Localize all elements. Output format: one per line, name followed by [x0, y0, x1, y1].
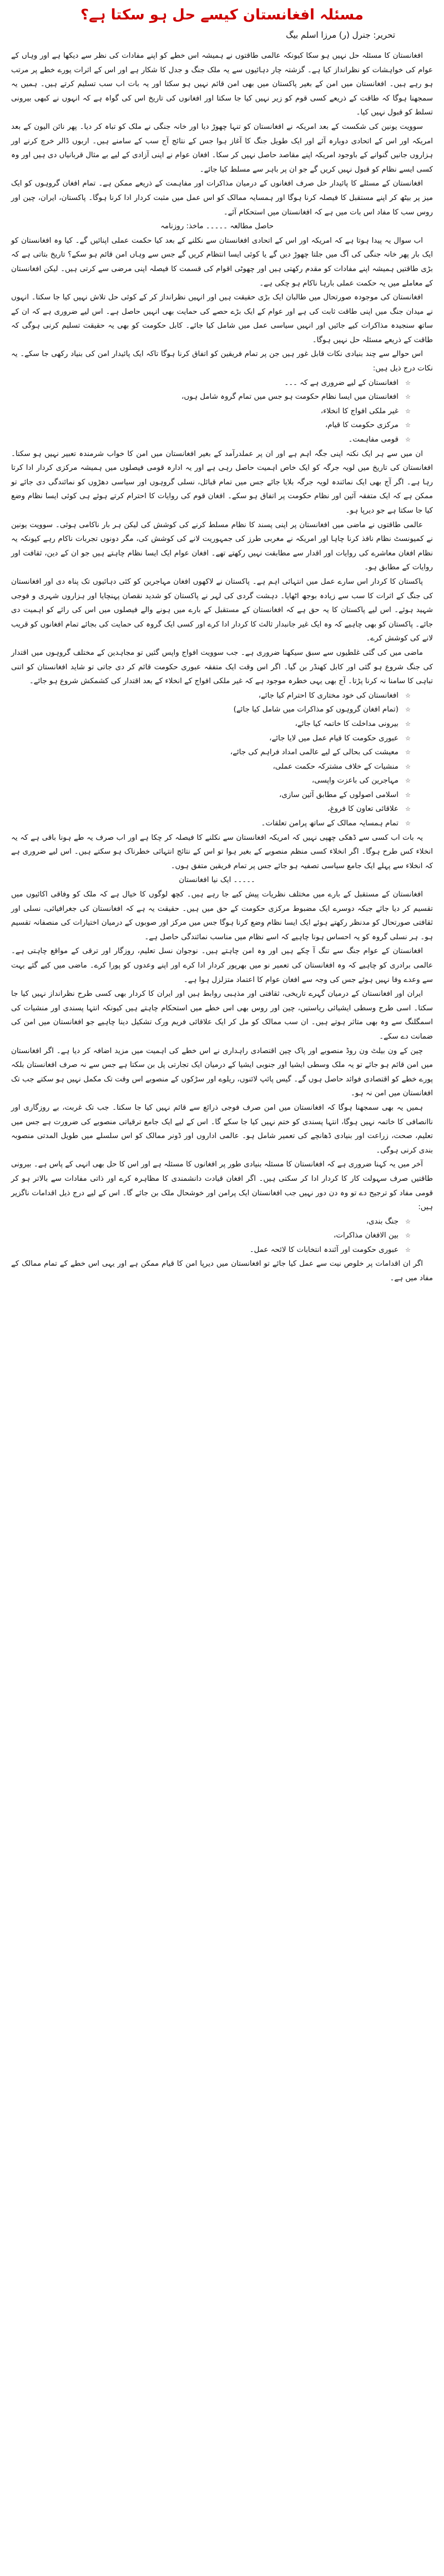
- star-bullet-icon: ☆: [405, 763, 411, 770]
- list-item: [11, 1229, 411, 1243]
- paragraph: چین کے ون بیلٹ ون روڈ منصوبے اور پاک چین اقتصادی راہداری نے اس خطے کی اہمیت میں مزید اضافہ کر دیا ہے۔ اگر افغانستان میں امن قائم ہو جائے تو یہ ملک وسطی ایشیا اور جنوبی ایشیا کے درمیان ایک تجارتی پل بن سکتا ہے جس سے نہ صرف افغانستان بلکہ پورے خطے کو اقتصادی فوائد حاصل ہوں گے۔ گیس پائپ لائنوں، ریلوے اور سڑکوں کے منصوبے اس وقت تک مکمل نہیں ہو سکتے جب تک افغانستان میں امن نہ ہو۔: [11, 1046, 433, 1098]
- list-item: [11, 1243, 411, 1257]
- list-item-text: عبوری حکومت اور آئندہ انتخابات کا لائحہ عمل۔: [249, 1245, 398, 1254]
- star-bullet-icon: ☆: [405, 691, 411, 699]
- list-item-text: مہاجرین کی باعزت واپسی،: [311, 776, 398, 785]
- list-item: [11, 1215, 411, 1229]
- section-6: [11, 1257, 433, 1285]
- paragraph: اس حوالے سے چند بنیادی نکات قابل غور ہیں جن پر تمام فریقین کو اتفاق کرنا ہوگا تاکہ ایک پائیدار امن کی بنیاد رکھی جا سکے۔ یہ نکات درج ذیل ہیں:: [11, 350, 433, 373]
- paragraph: عالمی طاقتوں نے ماضی میں افغانستان پر اپنی پسند کا نظام مسلط کرنے کی کوشش کی لیکن ہر بار ناکامی ہوئی۔ سوویت یونین نے کمیونسٹ نظام نافذ کرنا چاہا اور امریکہ نے مغربی طرز کی جمہوریت لانے کی کوشش کی، مگر دونوں تجربات ناکام رہے کیونکہ یہ نظام افغان معاشرے کی روایات اور اقدار سے مطابقت نہیں رکھتے تھے۔ افغان عوام ایک ایسا نظام چاہتے ہیں جو ان کے دین، ثقافت اور روایات کے مطابق ہو۔: [11, 520, 433, 572]
- list-item: [11, 760, 411, 774]
- star-bullet-icon: ☆: [405, 720, 411, 728]
- list-item: [11, 774, 411, 788]
- list-item-text: جنگ بندی،: [366, 1217, 398, 1226]
- paragraph: ایران اور افغانستان کے درمیان گہرے تاریخی، ثقافتی اور مذہبی روابط ہیں اور ایران کا کردار بھی کسی طرح نظرانداز نہیں کیا جا سکتا۔ اسی طرح وسطی ایشیائی ریاستیں، چین اور روس بھی اس خطے میں استحکام چاہتے ہیں کیونکہ انتہا پسندی اور منشیات کی اسمگلنگ سے وہ بھی متاثر ہوتے ہیں۔ ان سب ممالک کو مل کر ایک علاقائی فریم ورک تشکیل دینا چاہیے جو افغانستان میں امن کی ضمانت دے سکے۔: [11, 990, 433, 1041]
- star-bullet-icon: ☆: [405, 734, 411, 742]
- points-list-1: [11, 376, 433, 447]
- list-item: [11, 816, 411, 831]
- list-item-text: عبوری حکومت کا قیام عمل میں لایا جائے،: [269, 734, 398, 743]
- paragraph: افغانستان کے مستقبل کے بارے میں مختلف نظریات پیش کیے جا رہے ہیں۔ کچھ لوگوں کا خیال ہے کہ ملک کو وفاقی اکائیوں میں تقسیم کر دیا جائے جبکہ دوسرے ایک مضبوط مرکزی حکومت کے حق میں ہیں۔ حقیقت یہ ہے کہ افغانستان کی جغرافیائی، نسلی اور ثقافتی صورتحال کو مدنظر رکھتے ہوئے ایک ایسا نظام وضع کرنا ہوگا جس میں مرکز اور صوبوں کے درمیان اختیارات کی منصفانہ تقسیم ہو۔ ہر نسلی گروہ کو یہ احساس ہونا چاہیے کہ اسے نظام میں مناسب نمائندگی حاصل ہے۔: [11, 890, 433, 941]
- list-item: [11, 717, 411, 731]
- article-body: [11, 49, 433, 2570]
- paragraph: اب سوال یہ پیدا ہوتا ہے کہ امریکہ اور اس کے اتحادی افغانستان سے نکلنے کے بعد کیا حکمت عملی اپنائیں گے۔ کیا وہ افغانستان کو ایک بار پھر خانہ جنگی کی آگ میں جلتا چھوڑ دیں گے یا کوئی ایسا انتظام کریں گے جس سے وہاں امن قائم ہو سکے؟ تاریخ بتاتی ہے کہ بڑی طاقتیں ہمیشہ اپنے مفادات کو مقدم رکھتی ہیں اور چھوٹی اقوام کی قسمت کا فیصلہ اپنی مرضی سے کرتی ہیں۔ لیکن افغانستان کے معاملے میں یہ حکمت عملی بارہا ناکام ہو چکی ہے۔: [11, 236, 433, 288]
- list-item: [11, 788, 411, 803]
- star-bullet-icon: ☆: [405, 791, 411, 799]
- list-item: [11, 376, 411, 390]
- points-list-3: [11, 1215, 433, 1257]
- section-3: [11, 447, 433, 689]
- star-bullet-icon: ☆: [405, 1217, 411, 1225]
- list-item-text: معیشت کی بحالی کے لیے عالمی امداد فراہم کی جائے،: [230, 748, 398, 757]
- section-1: [11, 49, 433, 219]
- list-item-text: غیر ملکی افواج کا انخلاء،: [320, 407, 398, 415]
- list-item-text: قومی مفاہمت۔: [348, 435, 398, 444]
- list-item-text: افغانستان کے لیے ضروری ہے کہ ۔۔۔: [284, 378, 398, 387]
- article-title: مسئلہ افغانستان کیسے حل ہو سکتا ہے؟: [80, 7, 364, 23]
- list-item: [11, 433, 411, 447]
- star-bullet-icon: ☆: [405, 393, 411, 401]
- star-bullet-icon: ☆: [405, 777, 411, 785]
- star-bullet-icon: ☆: [405, 706, 411, 714]
- list-item: [11, 418, 411, 433]
- list-item-text: علاقائی تعاون کا فروغ،: [327, 805, 398, 814]
- paragraph: آخر میں یہ کہنا ضروری ہے کہ افغانستان کا مسئلہ بنیادی طور پر افغانوں کا مسئلہ ہے اور اس کا حل بھی انہی کے پاس ہے۔ بیرونی طاقتیں صرف سہولت کار کا کردار ادا کر سکتی ہیں۔ اگر افغان قیادت دانشمندی کا مظاہرہ کرے اور ذاتی مفادات سے بالاتر ہو کر قومی مفاد کو ترجیح دے تو وہ دن دور نہیں جب افغانستان ایک پرامن اور خوشحال ملک بن جائے گا۔ اس کے لیے درج ذیل اقدامات ناگزیر ہیں:: [11, 1160, 433, 1212]
- star-bullet-icon: ☆: [405, 1246, 411, 1254]
- list-item: [11, 731, 411, 746]
- list-item-text: تمام ہمسایہ ممالک کے ساتھ پرامن تعلقات۔: [261, 819, 398, 828]
- star-bullet-icon: ☆: [405, 1232, 411, 1240]
- paragraph: یہ بات اب کسی سے ڈھکی چھپی نہیں کہ امریکہ افغانستان سے نکلنے کا فیصلہ کر چکا ہے اور اب صرف یہ طے ہونا باقی ہے کہ یہ انخلاء کس طرح ہوگا۔ اگر انخلاء کسی منظم منصوبے کے بغیر ہوا تو اس کے نتائج انتہائی خطرناک ہو سکتے ہیں۔ اس لیے ضروری ہے کہ انخلاء سے پہلے ایک جامع سیاسی تصفیہ ہو جائے جس پر تمام فریقین متفق ہوں۔: [11, 833, 433, 870]
- author-byline: تحریر: جنرل (ر) مرزا اسلم بیگ: [286, 30, 395, 40]
- paragraph: افغانستان کا مسئلہ حل نہیں ہو سکا کیونکہ عالمی طاقتوں نے ہمیشہ اس خطے کو اپنے مفادات کی نظر سے دیکھا ہے اور وہاں کے عوام کی خواہشات کو نظرانداز کیا ہے۔ گزشتہ چار دہائیوں سے یہ ملک جنگ و جدل کا شکار ہے اور اس کے اثرات پورے خطے پر مرتب ہو رہے ہیں۔ افغانستان میں امن کے بغیر پاکستان میں بھی امن قائم نہیں ہو سکتا اور یہ بات اب سب تسلیم کرتے ہیں۔ ہمیں یہ سمجھنا ہوگا کہ طاقت کے ذریعے کسی قوم کو زیر نہیں کیا جا سکتا اور افغانوں کی تاریخ اس کی گواہ ہے کہ انہوں نے کبھی بیرونی تسلط کو قبول نہیں کیا۔: [11, 52, 433, 117]
- star-bullet-icon: ☆: [405, 422, 411, 429]
- list-item-text: (تمام افغان گروہوں کو مذاکرات میں شامل کیا جائے): [233, 705, 398, 714]
- paragraph: سوویت یونین کی شکست کے بعد امریکہ نے افغانستان کو تنہا چھوڑ دیا اور خانہ جنگی نے ملک کو تباہ کر دیا۔ پھر نائن الیون کے بعد امریکہ اور اس کے اتحادی دوبارہ آئے اور ایک طویل جنگ کا آغاز ہوا جس کے نتائج آج سب کے سامنے ہیں۔ اربوں ڈالر خرچ کرنے اور ہزاروں جانیں گنوانے کے باوجود امریکہ اپنے مقاصد حاصل نہیں کر سکا۔ افغان عوام نے اپنی آزادی کے لیے بے مثال قربانیاں دی ہیں اور وہ کسی ایسے نظام کو قبول نہیں کریں گے جو ان پر باہر سے مسلط کیا جائے۔: [11, 122, 433, 174]
- paragraph: ان میں سے ہر ایک نکتہ اپنی جگہ اہم ہے اور ان پر عملدرآمد کے بغیر افغانستان میں امن کا خواب شرمندہ تعبیر نہیں ہو سکتا۔ افغانستان کی تاریخ میں لویہ جرگہ کو ایک خاص اہمیت حاصل رہی ہے اور یہ ادارہ قومی فیصلوں میں ہمیشہ مرکزی کردار ادا کرتا رہا ہے۔ اگر آج بھی ایک نمائندہ لویہ جرگہ بلایا جائے جس میں تمام قبائل، نسلی گروہوں اور سیاسی دھڑوں کو نمائندگی دی جائے تو ممکن ہے کہ ایک متفقہ آئین اور نظام حکومت پر اتفاق ہو سکے۔ افغان قوم کی روایات کا احترام کرتے ہوئے ہی کوئی ایسا نظام وضع کیا جا سکتا ہے جو دیرپا ہو۔: [11, 449, 433, 515]
- paragraph: افغانستان کے عوام جنگ سے تنگ آ چکے ہیں اور وہ امن چاہتے ہیں۔ نوجوان نسل تعلیم، روزگار اور ترقی کے مواقع چاہتی ہے۔ عالمی برادری کو چاہیے کہ وہ افغانستان کی تعمیر نو میں بھرپور کردار ادا کرے اور اپنے وعدوں کو پورا کرے۔ ماضی میں کیے گئے بہت سے وعدے وفا نہیں ہوئے جس کی وجہ سے افغان عوام کا اعتماد متزلزل ہوا ہے۔: [11, 947, 433, 984]
- list-item-text: افغانستان میں ایسا نظام حکومت ہو جس میں تمام گروہ شامل ہوں،: [181, 393, 398, 402]
- list-item-text: منشیات کے خلاف مشترکہ حکمت عملی،: [273, 762, 398, 771]
- star-bullet-icon: ☆: [405, 749, 411, 756]
- paragraph: افغانستان کے مسئلے کا پائیدار حل صرف افغانوں کے درمیان مذاکرات اور مفاہمت کے ذریعے ممکن ہے۔ تمام افغان گروہوں کو ایک میز پر بیٹھ کر اپنے مستقبل کا فیصلہ کرنا ہوگا اور ہمسایہ ممالک کو اس عمل میں مثبت کردار ادا کرنا ہوگا۔ پاکستان، ایران، چین اور روس سب کا مفاد اس بات میں ہے کہ افغانستان میں استحکام آئے۔: [11, 179, 433, 217]
- paragraph: ماضی میں کی گئی غلطیوں سے سبق سیکھنا ضروری ہے۔ جب سوویت افواج واپس گئیں تو مجاہدین کے مختلف گروہوں میں اقتدار کی جنگ شروع ہو گئی اور کابل کھنڈر بن گیا۔ اگر اس وقت ایک متفقہ عبوری حکومت قائم کر دی جاتی تو شاید افغانستان کو اتنی تباہی کا سامنا نہ کرنا پڑتا۔ آج بھی یہی خطرہ موجود ہے کہ غیر ملکی افواج کے انخلاء کے بعد اقتدار کی کشمکش شروع ہو جائے۔: [11, 648, 433, 686]
- list-item-text: اسلامی اصولوں کے مطابق آئین سازی،: [279, 790, 398, 799]
- paragraph: پاکستان کا کردار اس سارے عمل میں انتہائی اہم ہے۔ پاکستان نے لاکھوں افغان مہاجرین کو کئی دہائیوں تک پناہ دی اور افغانستان کی جنگ کے اثرات کا سب سے زیادہ بوجھ اٹھایا۔ دہشت گردی کی لہر نے پاکستان کو شدید نقصان پہنچایا اور ہزاروں شہری و فوجی شہید ہوئے۔ اس لیے پاکستان کا یہ حق ہے کہ افغانستان کے مستقبل کے بارے میں ہونے والے فیصلوں میں اس کی رائے کو اہمیت دی جائے۔ پاکستان کو بھی چاہیے کہ وہ ایک غیر جانبدار ثالث کا کردار ادا کرے اور کسی ایک گروہ کی حمایت کی بجائے تمام افغانوں کو قریب لانے کی کوشش کرے۔: [11, 577, 433, 643]
- points-list-2: [11, 689, 433, 831]
- paragraph: ہمیں یہ بھی سمجھنا ہوگا کہ افغانستان میں امن صرف فوجی ذرائع سے قائم نہیں کیا جا سکتا۔ جب تک غربت، بے روزگاری اور ناانصافی کا خاتمہ نہیں ہوگا، انتہا پسندی کو ختم نہیں کیا جا سکے گا۔ اس کے لیے ایک جامع ترقیاتی منصوبے کی ضرورت ہے جس میں تعلیم، صحت، زراعت اور بنیادی ڈھانچے کی تعمیر شامل ہو۔ عالمی اداروں اور ڈونر ممالک کو اس سلسلے میں طویل المدتی منصوبہ بندی کرنی ہوگی۔: [11, 1103, 433, 1155]
- paragraph: اگر ان اقدامات پر خلوص نیت سے عمل کیا جائے تو افغانستان میں دیرپا امن کا قیام ممکن ہے اور یہی اس خطے کے تمام ممالک کے مفاد میں ہے۔: [11, 1260, 433, 1283]
- section-2: [11, 234, 433, 376]
- list-item-text: افغانستان کی خود مختاری کا احترام کیا جائے،: [258, 691, 398, 700]
- list-item: [11, 390, 411, 404]
- list-item-text: بین الافغان مذاکرات،: [334, 1231, 398, 1240]
- list-item: [11, 745, 411, 760]
- note-line: حاصل مطالعہ ۔۔۔۔۔ ماخذ: روزنامہ: [160, 222, 274, 231]
- subheading-line: ۔۔۔۔۔ ایک نیا افغانستان: [179, 876, 255, 885]
- section-4: [11, 831, 433, 874]
- star-bullet-icon: ☆: [405, 820, 411, 828]
- star-bullet-icon: ☆: [405, 379, 411, 387]
- star-bullet-icon: ☆: [405, 407, 411, 415]
- list-item: [11, 689, 411, 703]
- section-5: [11, 888, 433, 1215]
- list-item: [11, 703, 411, 717]
- list-item-text: بیرونی مداخلت کا خاتمہ کیا جائے،: [295, 719, 398, 728]
- list-item: [11, 404, 411, 419]
- star-bullet-icon: ☆: [405, 805, 411, 813]
- list-item-text: مرکزی حکومت کا قیام،: [325, 421, 398, 430]
- paragraph: افغانستان کی موجودہ صورتحال میں طالبان ایک بڑی حقیقت ہیں اور انہیں نظرانداز کر کے کوئی حل تلاش نہیں کیا جا سکتا۔ انہوں نے میدان جنگ میں اپنی طاقت ثابت کی ہے اور عوام کے ایک بڑے حصے کی حمایت بھی انہیں حاصل ہے۔ اس لیے ضروری ہے کہ ان کے ساتھ سنجیدہ مذاکرات کیے جائیں اور انہیں سیاسی عمل میں شامل کیا جائے۔ کابل حکومت کو بھی یہ حقیقت تسلیم کرنی ہوگی کہ طاقت کے ذریعے مسئلہ حل نہیں ہوگا۔: [11, 293, 433, 344]
- star-bullet-icon: ☆: [405, 436, 411, 444]
- list-item: [11, 802, 411, 816]
